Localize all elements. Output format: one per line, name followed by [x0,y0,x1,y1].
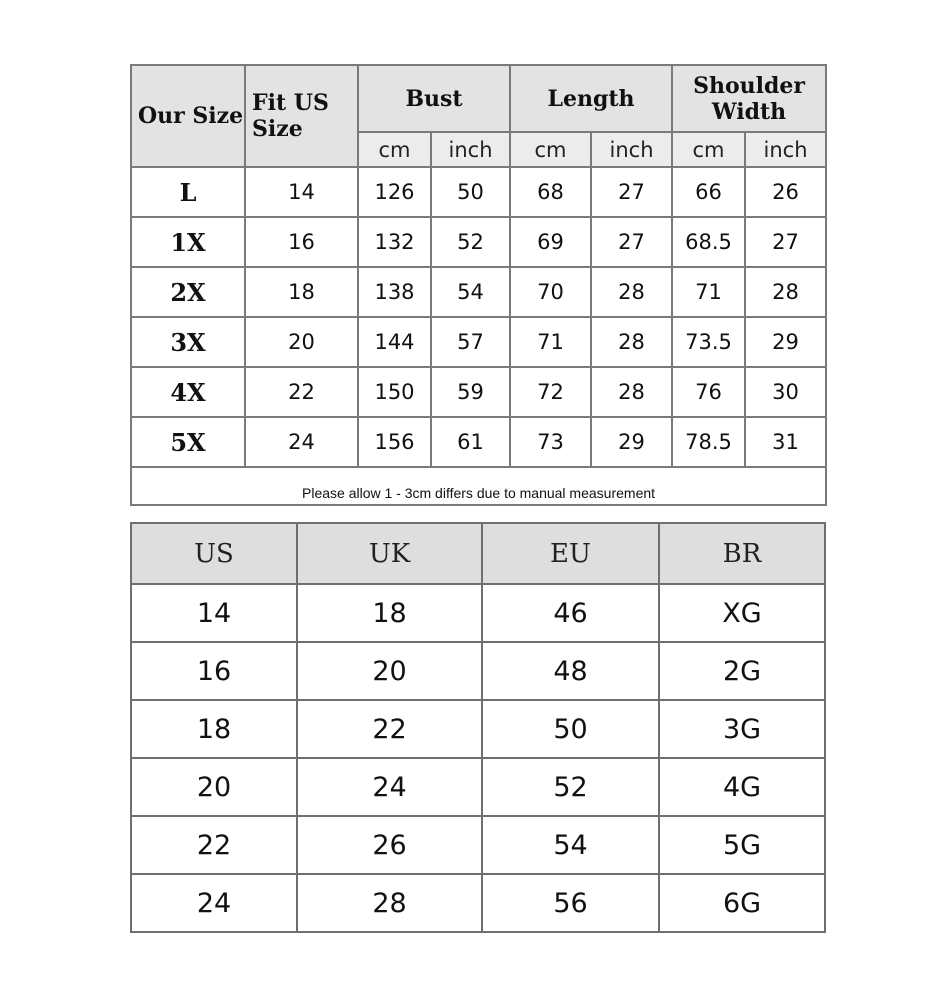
bust-cm-cell: 138 [358,267,431,317]
bust-inch-cell: 59 [431,367,510,417]
bust-cm-cell: 144 [358,317,431,367]
br-cell: 5G [659,816,825,874]
table-row [131,317,826,367]
length-cm-cell: 69 [510,217,591,267]
length-cm-cell: 70 [510,267,591,317]
table-row [131,417,826,467]
unit-length-inch: inch [591,132,672,167]
table-row [131,267,826,317]
uk-cell: 20 [297,642,482,700]
size-label: 3X [131,317,245,367]
us-cell: 22 [131,816,297,874]
header-us: US [131,523,297,584]
header-length: Length [510,65,672,132]
unit-bust-cm: cm [358,132,431,167]
length-cm-cell: 71 [510,317,591,367]
size-conversion-table [130,522,826,933]
length-inch-cell: 27 [591,167,672,217]
br-cell: 4G [659,758,825,816]
shoulder-cm-cell: 68.5 [672,217,745,267]
header-br: BR [659,523,825,584]
fit-us-size-cell: 14 [245,167,358,217]
bust-inch-cell: 61 [431,417,510,467]
table-row [131,642,825,700]
shoulder-cm-cell: 73.5 [672,317,745,367]
fit-us-size-cell: 20 [245,317,358,367]
eu-cell: 56 [482,874,659,932]
bust-inch-cell: 50 [431,167,510,217]
length-cm-cell: 72 [510,367,591,417]
header-shoulder-width: Shoulder Width [672,65,826,132]
eu-cell: 52 [482,758,659,816]
header-uk: UK [297,523,482,584]
uk-cell: 24 [297,758,482,816]
header-eu: EU [482,523,659,584]
fit-us-size-cell: 16 [245,217,358,267]
length-inch-cell: 27 [591,217,672,267]
size-label: L [131,167,245,217]
eu-cell: 50 [482,700,659,758]
us-cell: 18 [131,700,297,758]
size-label: 5X [131,417,245,467]
eu-cell: 54 [482,816,659,874]
us-cell: 16 [131,642,297,700]
uk-cell: 26 [297,816,482,874]
length-cm-cell: 68 [510,167,591,217]
shoulder-inch-cell: 30 [745,367,826,417]
shoulder-inch-cell: 28 [745,267,826,317]
length-inch-cell: 28 [591,267,672,317]
length-cm-cell: 73 [510,417,591,467]
measurement-note: Please allow 1 - 3cm differs due to manual measurement [131,467,826,505]
size-chart-table [130,64,827,506]
shoulder-inch-cell: 31 [745,417,826,467]
bust-cm-cell: 150 [358,367,431,417]
us-cell: 14 [131,584,297,642]
shoulder-cm-cell: 76 [672,367,745,417]
size-label: 1X [131,217,245,267]
br-cell: 3G [659,700,825,758]
table-row [131,758,825,816]
fit-us-size-cell: 22 [245,367,358,417]
uk-cell: 28 [297,874,482,932]
header-fit-us-size: Fit US Size [245,65,358,167]
shoulder-inch-cell: 26 [745,167,826,217]
eu-cell: 46 [482,584,659,642]
br-cell: XG [659,584,825,642]
us-cell: 24 [131,874,297,932]
unit-shoulder-cm: cm [672,132,745,167]
bust-cm-cell: 132 [358,217,431,267]
length-inch-cell: 28 [591,367,672,417]
shoulder-inch-cell: 27 [745,217,826,267]
us-cell: 20 [131,758,297,816]
shoulder-cm-cell: 66 [672,167,745,217]
size-label: 4X [131,367,245,417]
bust-cm-cell: 156 [358,417,431,467]
table-row [131,217,826,267]
header-bust: Bust [358,65,510,132]
fit-us-size-cell: 18 [245,267,358,317]
fit-us-size-cell: 24 [245,417,358,467]
bust-inch-cell: 52 [431,217,510,267]
header-our-size: Our Size [131,65,245,167]
shoulder-cm-cell: 78.5 [672,417,745,467]
eu-cell: 48 [482,642,659,700]
table-row [131,874,825,932]
table-row [131,816,825,874]
br-cell: 6G [659,874,825,932]
unit-bust-inch: inch [431,132,510,167]
br-cell: 2G [659,642,825,700]
table-row [131,167,826,217]
length-inch-cell: 28 [591,317,672,367]
table-row [131,367,826,417]
table-row [131,700,825,758]
bust-inch-cell: 54 [431,267,510,317]
size-label: 2X [131,267,245,317]
shoulder-inch-cell: 29 [745,317,826,367]
uk-cell: 18 [297,584,482,642]
length-inch-cell: 29 [591,417,672,467]
bust-inch-cell: 57 [431,317,510,367]
unit-shoulder-inch: inch [745,132,826,167]
unit-length-cm: cm [510,132,591,167]
shoulder-cm-cell: 71 [672,267,745,317]
bust-cm-cell: 126 [358,167,431,217]
uk-cell: 22 [297,700,482,758]
table-row [131,584,825,642]
